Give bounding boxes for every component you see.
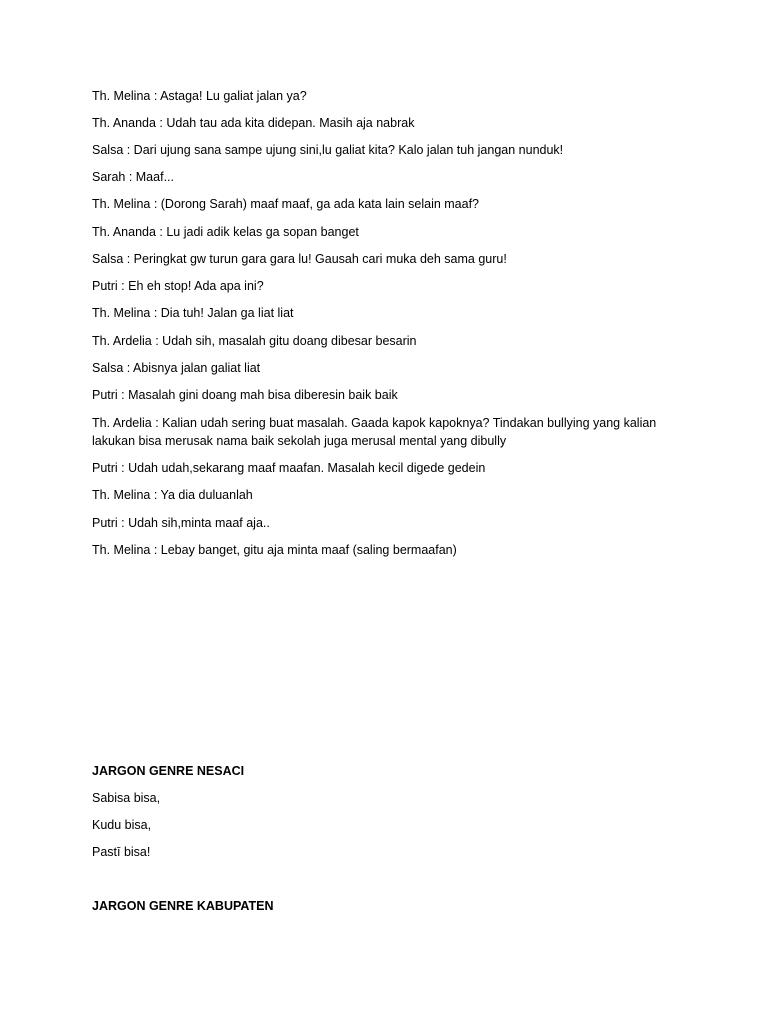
jargon-line: Pastī bisa!	[92, 845, 151, 859]
dialogue-line: Th. Melina : Dia tuh! Jalan ga liat liat	[92, 306, 294, 320]
jargon-line: Kudu bisa,	[92, 818, 152, 832]
dialogue-line: Putri : Udah udah,sekarang maaf maafan. Masalah kecil digede gedein	[92, 461, 486, 475]
dialogue-line: Salsa : Peringkat gw turun gara gara lu! Gausah cari muka deh sama guru!	[92, 252, 507, 266]
dialogue-line: Th. Ananda : Udah tau ada kita didepan. Masih aja nabrak	[92, 116, 415, 130]
dialogue-line: Th. Melina : Ya dia duluanlah	[92, 488, 253, 502]
dialogue-line: Th. Melina : (Dorong Sarah) maaf maaf, ga ada kata lain selain maaf?	[92, 197, 480, 211]
dialogue-line: Th. Melina : Lebay banget, gitu aja minta maaf (saling bermaafan)	[92, 543, 457, 557]
dialogue-line: Putri : Masalah gini doang mah bisa diberesin baik baik	[92, 388, 398, 402]
dialogue-line: Putri : Udah sih,minta maaf aja..	[92, 516, 270, 530]
dialogue-line: Th. Ananda : Lu jadi adik kelas ga sopan banget	[92, 225, 359, 239]
dialogue-line: Sarah : Maaf...	[92, 170, 174, 184]
dialogue-line: Salsa : Dari ujung sana sampe ujung sini,lu galiat kita? Kalo jalan tuh jangan nunduk!	[92, 143, 564, 157]
jargon-kabupaten-heading: JARGON GENRE KABUPATEN	[92, 899, 274, 913]
jargon-line: Sabisa bisa,	[92, 791, 161, 805]
dialogue-line: Th. Ardelia : Udah sih, masalah gitu doang dibesar besarin	[92, 334, 417, 348]
dialogue-line: Putri : Eh eh stop! Ada apa ini?	[92, 279, 264, 293]
dialogue-line: Th. Melina : Astaga! Lu galiat jalan ya?	[92, 89, 307, 103]
jargon-nesaci-heading: JARGON GENRE NESACI	[92, 764, 245, 778]
dialogue-line: Salsa : Abisnya jalan galiat liat	[92, 361, 261, 375]
dialogue-line: Th. Ardelia : Kalian udah sering buat masalah. Gaada kapok kapoknya? Tindakan bullying yang kalian lakukan bisa merusak nama baik sekolah juga merusal mental yang dibully	[92, 416, 657, 448]
